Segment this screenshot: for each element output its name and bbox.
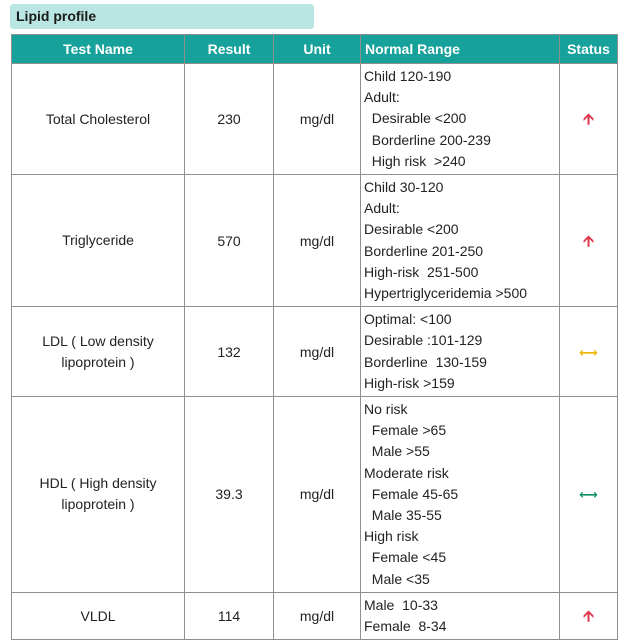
table-row (12, 175, 618, 307)
unit-cell: mg/dl (274, 592, 361, 639)
test-name: HDL ( High density (39, 475, 157, 492)
arrow-up-icon: 🡩 (583, 608, 594, 626)
result-cell: 230 (185, 64, 274, 175)
header-test-name: Test Name (12, 35, 185, 64)
range-line: Hypertriglyceridemia >500 (364, 285, 528, 302)
range-line: High risk >240 (364, 152, 466, 169)
unit-cell: mg/dl (274, 397, 361, 593)
arrow-up-icon: 🡩 (583, 232, 594, 250)
range-line: No risk (364, 401, 408, 418)
header-result: Result (185, 35, 274, 64)
test-name: LDL ( Low density (42, 332, 154, 349)
range-line: Male >55 (364, 443, 430, 460)
range-line: Child 120-190 (364, 68, 452, 84)
section-title: Lipid profile (10, 4, 314, 29)
test-name-cell (12, 175, 185, 307)
normal-range-cell (361, 592, 560, 639)
table-header-row (12, 35, 618, 64)
range-line: Desirable <200 (364, 110, 467, 127)
table-row (12, 307, 618, 397)
unit-cell: mg/dl (274, 64, 361, 175)
range-line: Moderate risk (364, 464, 449, 481)
status-cell (560, 592, 618, 639)
result-cell: 39.3 (185, 397, 274, 593)
range-line: Adult: (364, 89, 400, 106)
arrow-up-icon: 🡩 (583, 111, 594, 128)
test-name: Triglyceride (62, 232, 134, 249)
table-row (12, 592, 618, 639)
range-line: Borderline 200-239 (364, 131, 491, 148)
range-line: High-risk >159 (364, 374, 455, 391)
status-cell (560, 397, 618, 593)
result-cell: 132 (185, 307, 274, 397)
range-line: Borderline 130-159 (364, 353, 487, 370)
range-line: Male <35 (364, 570, 430, 587)
test-name: lipoprotein ) (61, 353, 135, 370)
unit-cell: mg/dl (274, 175, 361, 307)
range-line: Female 45-65 (364, 485, 459, 502)
header-unit: Unit (274, 35, 361, 64)
arrow-left-right-icon: ⟷ (579, 487, 598, 503)
range-line: Borderline 201-250 (364, 242, 484, 259)
test-name: Total Cholesterol (45, 110, 151, 127)
range-line: Male 10-33 (364, 596, 438, 613)
result-cell: 114 (185, 592, 274, 639)
header-status: Status (560, 35, 618, 64)
range-line: Female >65 (364, 422, 447, 439)
test-name-cell (12, 64, 185, 175)
range-line: Female <45 (364, 549, 447, 566)
normal-range-cell (361, 307, 560, 397)
test-name-cell (12, 397, 185, 593)
lipid-profile-table (11, 34, 618, 640)
range-line: High-risk 251-500 (364, 263, 479, 280)
header-normal-range: Normal Range (361, 35, 560, 64)
test-name: lipoprotein ) (61, 496, 135, 513)
table-row (12, 64, 618, 175)
normal-range-cell (361, 175, 560, 307)
normal-range-cell (361, 397, 560, 593)
range-line: Desirable <200 (364, 221, 459, 238)
arrow-left-right-icon: ⟷ (579, 344, 598, 360)
status-cell (560, 307, 618, 397)
range-line: Desirable :101-129 (364, 332, 483, 349)
range-line: Male 35-55 (364, 507, 442, 524)
range-line: Adult: (364, 200, 400, 217)
range-line: Child 30-120 (364, 179, 444, 196)
normal-range-cell (361, 64, 560, 175)
table-row (12, 397, 618, 593)
unit-cell: mg/dl (274, 307, 361, 397)
test-name-cell (12, 592, 185, 639)
status-cell (560, 64, 618, 175)
range-line: High risk (364, 528, 419, 545)
status-cell (560, 175, 618, 307)
range-line: Optimal: <100 (364, 311, 452, 328)
range-line: Female 8-34 (364, 618, 447, 635)
result-cell: 570 (185, 175, 274, 307)
test-name: VLDL (80, 607, 116, 624)
test-name-cell (12, 307, 185, 397)
